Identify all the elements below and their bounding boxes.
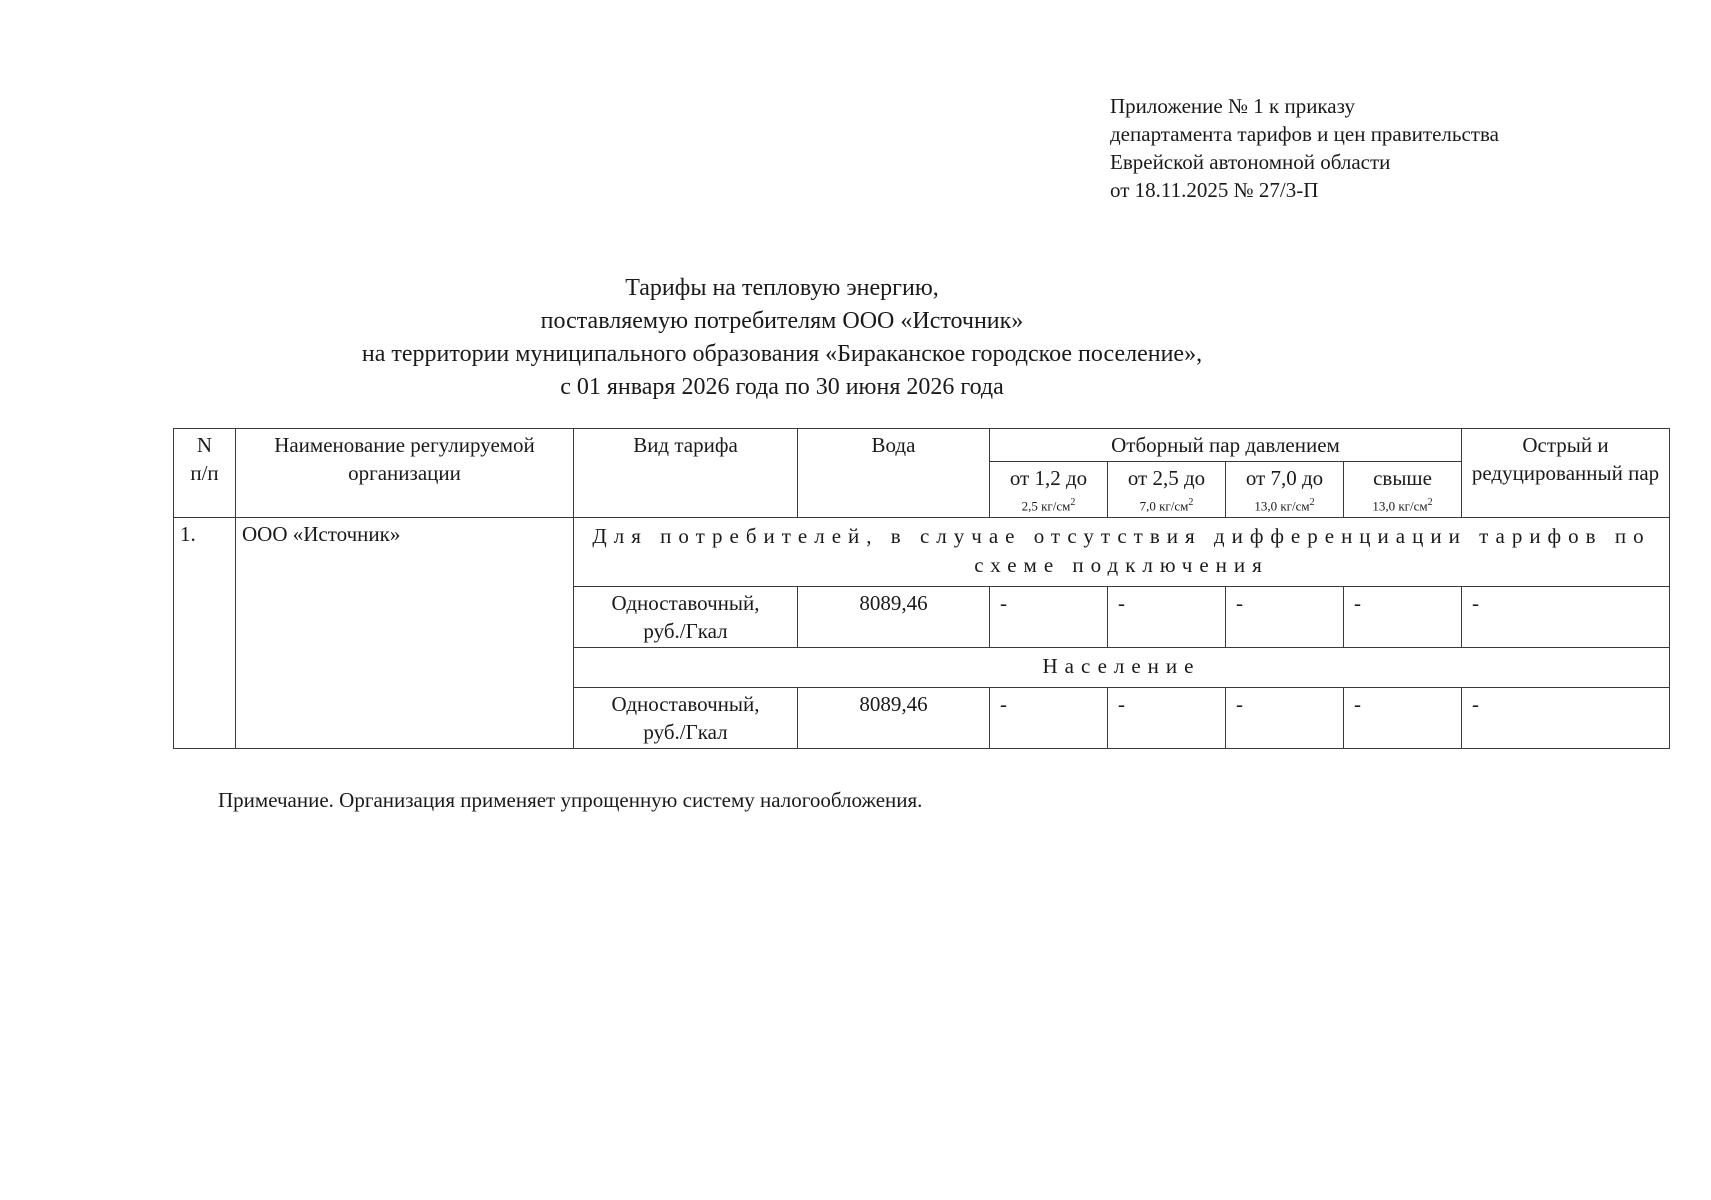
tariff-type-line1: Одноставочный,	[611, 591, 760, 616]
header-steam-1	[990, 462, 1108, 518]
tariff-type-line2: руб./Гкал	[643, 619, 728, 644]
tariff-type-line2: руб./Гкал	[643, 720, 728, 745]
steam-4-value: -	[1344, 688, 1462, 749]
header-steam-group: Отборный пар давлением	[990, 429, 1462, 462]
steam-range-label: от 7,0 до	[1245, 466, 1324, 490]
header-steam-2	[1108, 462, 1226, 518]
section-row	[174, 518, 1670, 587]
title-line: Тарифы на тепловую энергию,	[625, 275, 939, 301]
steam-3-value: -	[1226, 587, 1344, 648]
title-line: на территории муниципального образования «Бираканское городское поселение»,	[361, 341, 1203, 367]
tariff-type-cell	[574, 688, 798, 749]
header-num-line2: п/п	[190, 461, 219, 485]
appendix-line: департамента тарифов и цен правительства	[1110, 122, 1499, 146]
tariffs-table	[173, 428, 1670, 749]
row-organization: ООО «Источник»	[236, 518, 574, 749]
section-label: Население	[574, 648, 1670, 688]
steam-1-value: -	[990, 688, 1108, 749]
sharp-steam-value: -	[1462, 688, 1670, 749]
steam-range-unit: 13,0 кг/см	[1372, 498, 1428, 514]
header-tariff-type: Вид тарифа	[574, 429, 798, 518]
header-steam-4	[1344, 462, 1462, 518]
document-title	[72, 272, 1492, 404]
appendix-line: Еврейской автономной области	[1110, 150, 1391, 174]
water-value: 8089,46	[798, 587, 990, 648]
tariff-type-cell	[574, 587, 798, 648]
tariff-type-line1: Одноставочный,	[611, 692, 760, 717]
unit-exponent: 2	[1309, 497, 1315, 508]
steam-range-label: от 2,5 до	[1127, 466, 1206, 490]
unit-exponent: 2	[1427, 497, 1433, 508]
header-steam-3	[1226, 462, 1344, 518]
appendix-block	[1110, 92, 1499, 204]
unit-exponent: 2	[1070, 497, 1076, 508]
steam-range-unit: 7,0 кг/см	[1139, 498, 1189, 514]
water-value: 8089,46	[798, 688, 990, 749]
header-num	[174, 429, 236, 518]
header-num-line1: N	[196, 433, 213, 457]
header-sharp-steam: Острый и редуцированный пар	[1462, 429, 1670, 518]
header-row	[174, 429, 1670, 462]
title-line: с 01 января 2026 года по 30 июня 2026 года	[560, 374, 1004, 400]
steam-range-label: свыше	[1373, 466, 1432, 490]
footnote: Примечание. Организация применяет упрощенную систему налогообложения.	[218, 788, 923, 812]
steam-4-value: -	[1344, 587, 1462, 648]
unit-exponent: 2	[1188, 497, 1194, 508]
section-label: Для потребителей, в случае отсутствия дифференциации тарифов по схеме подключения	[574, 518, 1670, 587]
steam-range-unit: 2,5 кг/см	[1021, 498, 1071, 514]
header-org: Наименование регулируемой организации	[236, 429, 574, 518]
steam-1-value: -	[990, 587, 1108, 648]
steam-range-unit: 13,0 кг/см	[1254, 498, 1310, 514]
header-water: Вода	[798, 429, 990, 518]
steam-2-value: -	[1108, 587, 1226, 648]
steam-range-label: от 1,2 до	[1009, 466, 1088, 490]
row-number: 1.	[174, 518, 236, 749]
appendix-line: от 18.11.2025 № 27/3-П	[1110, 178, 1319, 202]
steam-3-value: -	[1226, 688, 1344, 749]
title-line: поставляемую потребителям ООО «Источник»	[540, 308, 1024, 334]
sharp-steam-value: -	[1462, 587, 1670, 648]
appendix-line: Приложение № 1 к приказу	[1110, 94, 1355, 118]
steam-2-value: -	[1108, 688, 1226, 749]
